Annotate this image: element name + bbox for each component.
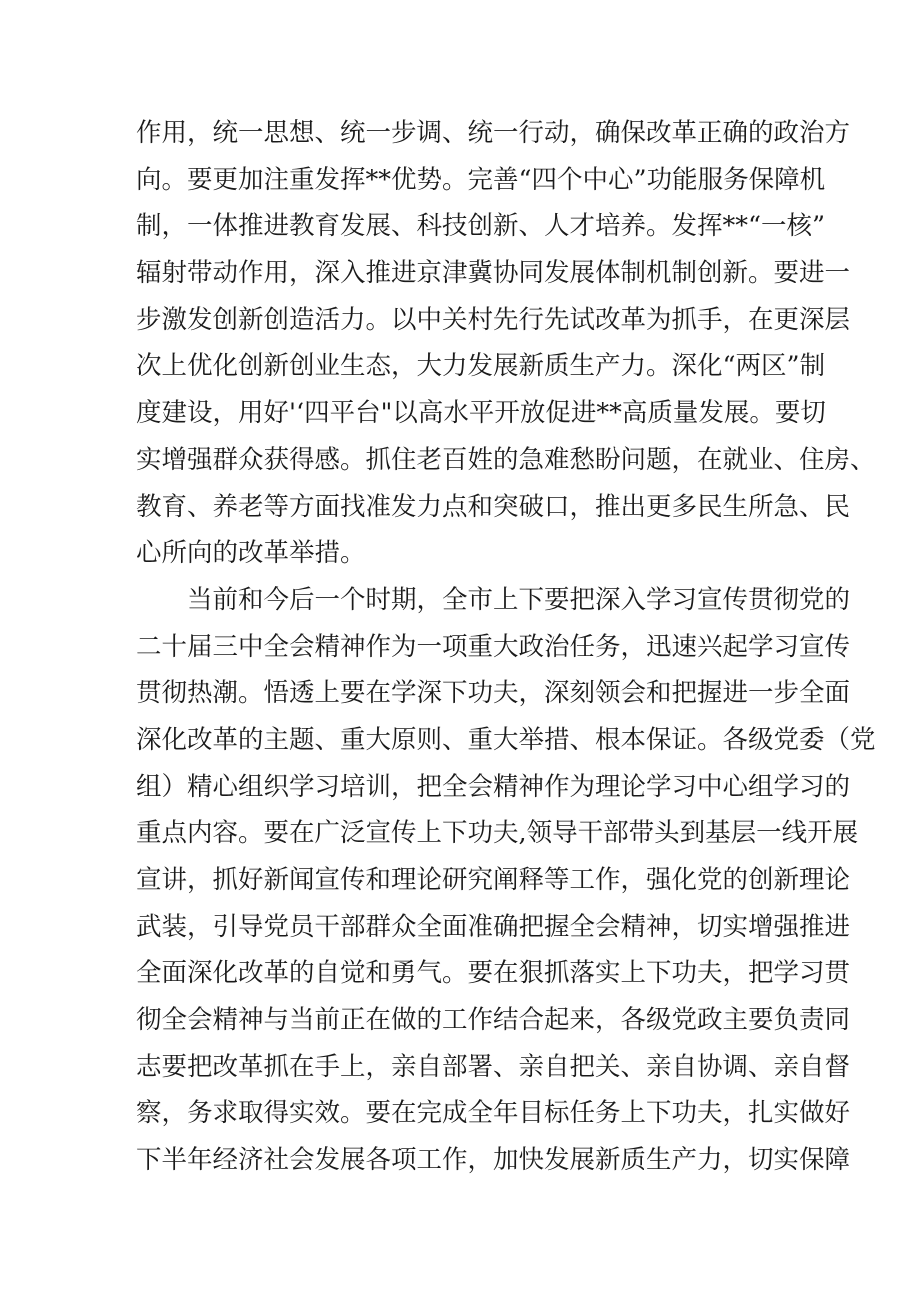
paragraph-line: 作用，统一思想、统一步调、统一行动，确保改革正确的政治方 — [136, 118, 851, 148]
paragraph-line: 贯彻热潮。悟透上要在学深下功夫，深刻领会和把握进一步全面 — [136, 678, 851, 709]
paragraph-line: 二十届三中全会精神作为一项重大政治任务，迅速兴起学习宣传 — [136, 631, 851, 662]
paragraph-line: 向。要更加注重发挥**优势。完善“四个中心”功能服务保障机 — [136, 164, 826, 195]
paragraph-line: 下半年经济社会发展各项工作，加快发展新质生产力，切实保障 — [136, 1145, 851, 1176]
paragraph-2 — [136, 577, 876, 1184]
paragraph-line: 次上优化创新创业生态，大力发展新质生产力。深化“两区”制 — [136, 351, 826, 382]
paragraph-line: 全面深化改革的自觉和勇气。要在狠抓落实上下功夫，把学习贯 — [136, 958, 851, 989]
document-body — [136, 110, 876, 1184]
paragraph-line: 重点内容。要在广泛宣传上下功夫,领导干部带头到基层一线开展 — [136, 818, 859, 849]
paragraph-line: 心所向的改革举措。 — [136, 538, 366, 569]
paragraph-1 — [136, 110, 876, 577]
paragraph-line: 组）精心组织学习培训，把全会精神作为理论学习中心组学习的 — [136, 771, 851, 802]
paragraph-line: 志要把改革抓在手上，亲自部署、亲自把关、亲自协调、亲自督 — [136, 1051, 851, 1082]
paragraph-line: 制，一体推进教育发展、科技创新、人才培养。发挥**“一核” — [136, 211, 826, 242]
paragraph-line: 宣讲，抓好新闻宣传和理论研究阐释等工作，强化党的创新理论 — [136, 865, 851, 895]
paragraph-line: 实增强群众获得感。抓住老百姓的急难愁盼问题，在就业、住房、 — [136, 444, 876, 475]
paragraph-line: 步激发创新创造活力。以中关村先行先试改革为抓手，在更深层 — [136, 304, 851, 335]
paragraph-line: 教育、养老等方面找准发力点和突破口，推出更多民生所急、民 — [136, 491, 851, 522]
paragraph-line: 辐射带动作用，深入推进京津冀协同发展体制机制创新。要进一 — [136, 258, 851, 289]
paragraph-line: 察，务求取得实效。要在完成全年目标任务上下功夫，扎实做好 — [136, 1098, 851, 1129]
paragraph-line: 彻全会精神与当前正在做的工作结合起来，各级党政主要负责同 — [136, 1005, 851, 1036]
paragraph-line: 度建设，用好'‘四平台"以高水平开放促进**高质量发展。要切 — [136, 398, 826, 429]
paragraph-line: 深化改革的主题、重大原则、重大举措、根本保证。各级党委（党 — [136, 724, 876, 755]
paragraph-line: 当前和今后一个时期，全市上下要把深入学习宣传贯彻党的 — [187, 584, 851, 615]
paragraph-line: 武装，引导党员干部群众全面准确把握全会精神，切实增强推进 — [136, 911, 851, 942]
